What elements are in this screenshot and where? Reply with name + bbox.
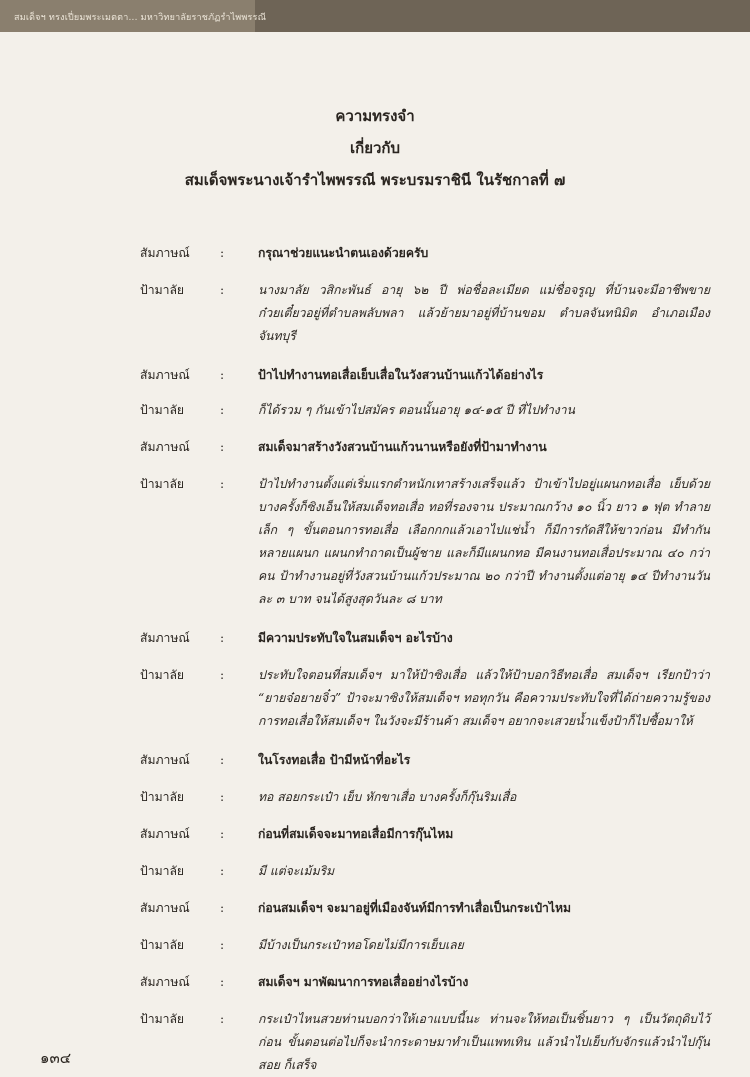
speaker-label: สัมภาษณ์	[140, 246, 190, 260]
speaker-colon: :	[220, 864, 225, 878]
question-row	[0, 242, 750, 265]
speaker-label: สัมภาษณ์	[140, 368, 190, 382]
answer-row	[0, 1008, 750, 1077]
speaker-label: ป้ามาลัย	[140, 938, 185, 952]
speaker-colon: :	[220, 827, 225, 841]
speaker-colon: :	[220, 368, 225, 382]
speaker-colon: :	[220, 790, 225, 804]
answer-text: ก็ได้รวม ๆ กันเข้าไปสมัคร ตอนนั้นอายุ ๑๔-๑๕ ปี ที่ไปทำงาน	[258, 403, 575, 417]
question-text: สมเด็จฯ มาพัฒนาการทอเสื่ออย่างไรบ้าง	[258, 975, 469, 989]
speaker-colon: :	[220, 938, 225, 952]
speaker-colon: :	[220, 668, 225, 682]
speaker-label: สัมภาษณ์	[140, 753, 190, 767]
answer-text: ป้าไปทำงานตั้งแต่เริ่มแรกตำหนักเทาสร้างเสร็จแล้ว ป้าเข้าไปอยู่แผนกทอเสื่อ เย็บด้วย บางครั้งก็ซิงเอ็นให้สมเด็จทอเสื่อ ทอที่รองจาน ประมาณกว้าง ๑๐ นิ้ว ยาว ๑ ฟุต ทำลายเล็ก ๆ ขั้นตอนการทอเสื่อ เลือกกกแล้วเอาไปแช่น้ำ ก็มีการกัดสีให้ขาวก่อน มีทำกันหลายแผนก แผนกทำถาดเป็นผู้ชาย และก็มีแผนกทอ มีคนงานทอเสื่อประมาณ ๔๐ กว่าคน ป้าทำงานอยู่ที่วังสวนบ้านแก้วประมาณ ๒๐ กว่าปี ทำงานตั้งแต่อายุ ๑๔ ปีทำงานวันละ ๓ บาท จนได้สูงสุดวันละ ๘ บาท	[258, 477, 710, 606]
speaker-colon: :	[220, 283, 225, 297]
speaker-label: ป้ามาลัย	[140, 668, 185, 682]
speaker-label: ป้ามาลัย	[140, 283, 185, 297]
speaker-label: สัมภาษณ์	[140, 901, 190, 915]
question-row	[0, 436, 750, 459]
speaker-label: สัมภาษณ์	[140, 631, 190, 645]
speaker-colon: :	[220, 901, 225, 915]
page-number: ๑๓๔	[40, 1049, 72, 1067]
speaker-label: ป้ามาลัย	[140, 477, 185, 491]
answer-row	[0, 473, 750, 611]
document-title	[0, 100, 750, 196]
question-row	[0, 364, 750, 387]
question-row	[0, 627, 750, 650]
speaker-colon: :	[220, 477, 225, 491]
header-dark-band	[255, 0, 750, 32]
question-text: สมเด็จมาสร้างวังสวนบ้านแก้วนานหรือยังที่ป้ามาทำงาน	[258, 440, 547, 454]
speaker-colon: :	[220, 440, 225, 454]
speaker-label: ป้ามาลัย	[140, 403, 185, 417]
question-text: ในโรงทอเสื่อ ป้ามีหน้าที่อะไร	[258, 753, 411, 767]
question-row	[0, 823, 750, 846]
answer-row	[0, 934, 750, 957]
answer-row	[0, 860, 750, 883]
question-text: กรุณาช่วยแนะนำตนเองด้วยครับ	[258, 246, 429, 260]
answer-row	[0, 664, 750, 733]
title-line-1: ความทรงจำ	[335, 107, 415, 125]
question-row	[0, 971, 750, 994]
answer-text: กระเป๋าไหนสวยท่านบอกว่าให้เอาแบบนี้นะ ท่านจะให้ทอเป็นชิ้นยาว ๆ เป็นวัตถุดิบไว้ก่อน ขั้นตอนต่อไปก็จะนำกระดาษมาทำเป็นแพทเทิน แล้วนำไปเย็บกับจักรแล้วนำไปกุ๊น สอย ก็เสร็จ	[258, 1012, 710, 1072]
answer-text: ทอ สอยกระเป๋า เย็บ หักขาเสื่อ บางครั้งก็กุ๊นริมเสื่อ	[258, 790, 517, 804]
question-text: ป้าไปทำงานทอเสื่อเย็บเสื่อในวังสวนบ้านแก้วได้อย่างไร	[258, 368, 544, 382]
answer-text: มี แต่จะเม้มริม	[258, 864, 335, 878]
answer-text: มีบ้างเป็นกระเป๋าทอโดยไม่มีการเย็บเลย	[258, 938, 464, 952]
answer-text: นางมาลัย วสิกะพันธ์ อายุ ๖๒ ปี พ่อชื่อละเมียด แม่ชื่อจรูญ ที่บ้านจะมีอาชีพขายก๋วยเตี๋ยวอยู่ที่ตำบลพลับพลา แล้วย้ายมาอยู่ที่บ้านขอม ตำบลจันทนิมิต อำเภอเมืองจันทบุรี	[258, 283, 710, 343]
speaker-colon: :	[220, 403, 225, 417]
title-line-2: เกี่ยวกับ	[349, 139, 401, 157]
question-row	[0, 749, 750, 772]
speaker-colon: :	[220, 753, 225, 767]
question-text: มีความประทับใจในสมเด็จฯ อะไรบ้าง	[258, 631, 453, 645]
speaker-colon: :	[220, 975, 225, 989]
speaker-colon: :	[220, 1012, 225, 1026]
speaker-label: สัมภาษณ์	[140, 827, 190, 841]
question-text: ก่อนสมเด็จฯ จะมาอยู่ที่เมืองจันท์มีการทำเสื่อเป็นกระเป๋าไหม	[258, 901, 572, 915]
speaker-label: ป้ามาลัย	[140, 1012, 185, 1026]
title-line-3: สมเด็จพระนางเจ้ารำไพพรรณี พระบรมราชินี ในรัชกาลที่ ๗	[184, 171, 566, 189]
answer-row	[0, 786, 750, 809]
speaker-label: สัมภาษณ์	[140, 440, 190, 454]
speaker-label: ป้ามาลัย	[140, 864, 185, 878]
speaker-colon: :	[220, 631, 225, 645]
speaker-colon: :	[220, 246, 225, 260]
running-title: สมเด็จฯ ทรงเปี่ยมพระเมตตา... มหาวิทยาลัยราชภัฏรำไพพรรณี	[14, 13, 267, 23]
interview-transcript	[0, 228, 750, 1077]
question-text: ก่อนที่สมเด็จจะมาทอเสื่อมีการกุ๊นไหม	[258, 827, 454, 841]
speaker-label: สัมภาษณ์	[140, 975, 190, 989]
speaker-label: ป้ามาลัย	[140, 790, 185, 804]
answer-text: ประทับใจตอนที่สมเด็จฯ มาให้ป้าซิงเสื่อ แล้วให้ป้าบอกวิธีทอเสื่อ สมเด็จฯ เรียกป้าว่า “ยายจ๋อยายจิ๋ว” ป้าจะมาซิงให้สมเด็จฯ ทอทุกวัน คือความประทับใจที่ได้ถ่ายความรู้ของการทอเสื่อให้สมเด็จฯ ในวังจะมีร้านค้า สมเด็จฯ อยากจะเสวยน้ำแข็งป้าก็ไปซื้อมาให้	[258, 668, 710, 728]
answer-row	[0, 279, 750, 348]
question-row	[0, 897, 750, 920]
answer-row	[0, 399, 750, 422]
